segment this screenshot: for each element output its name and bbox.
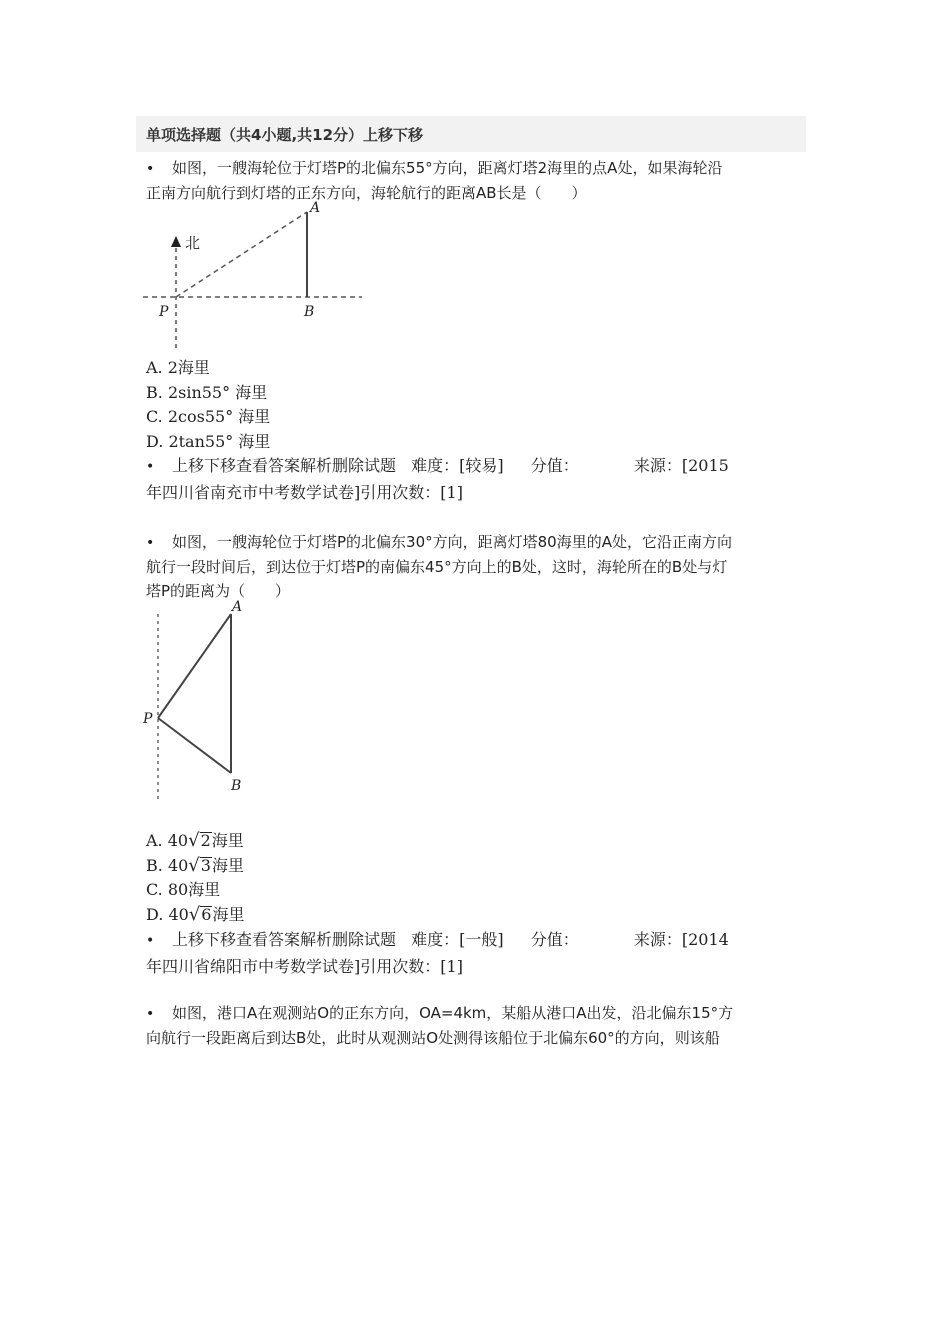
option-a[interactable]: A. 40√2海里 [146, 830, 244, 851]
view-answer-link[interactable]: 查看答案解析 [236, 456, 333, 475]
move-links[interactable]: 上移下移 [172, 930, 237, 949]
sqrt-icon: √ [188, 830, 200, 851]
delete-question-link[interactable]: 删除试题 [332, 930, 397, 949]
bullet: • [146, 161, 155, 177]
difficulty-value: [较易] [459, 456, 504, 475]
stem-line: 如图，一艘海轮位于灯塔P的北偏东30°方向，距离灯塔80海里的A处，它沿正南方向 [172, 533, 732, 551]
source-value: [2014 [681, 930, 729, 949]
difficulty-label: 难度： [411, 930, 460, 949]
stem-line: 如图，一艘海轮位于灯塔P的北偏东55°方向，距离灯塔2海里的点A处，如果海轮沿 [172, 159, 723, 177]
stem-line: 航行一段时间后，到达位于灯塔P的南偏东45°方向上的B处，这时，海轮所在的B处与灯 [146, 558, 728, 576]
move-links[interactable]: 上移下移 [172, 456, 237, 475]
cite-count: [1] [440, 957, 463, 976]
option-d[interactable]: D. 2tan55° 海里 [146, 432, 271, 451]
section-header [136, 116, 806, 152]
segment-PA [158, 614, 231, 718]
label-A: A [232, 599, 243, 615]
score-label: 分值： [530, 930, 579, 949]
stem-line: 正南方向航行到灯塔的正东方向，海轮航行的距离AB长是（ ） [146, 184, 587, 202]
source-label: 来源： [633, 456, 682, 475]
label-P: P [143, 711, 153, 727]
source-value-cont: 年四川省南充市中考数学试卷] [146, 483, 361, 502]
section-title: 单项选择题（共4小题,共12分） [146, 126, 364, 144]
sqrt-icon: √ [188, 855, 200, 876]
question-2-meta [146, 927, 806, 980]
source-value-cont: 年四川省绵阳市中考数学试卷] [146, 957, 361, 976]
label-north: 北 [185, 234, 201, 252]
difficulty-value: [一般] [459, 930, 504, 949]
question-1-meta [146, 453, 806, 506]
delete-question-link[interactable]: 删除试题 [332, 456, 397, 475]
bullet: • [146, 459, 155, 475]
question-1-diagram [140, 198, 365, 353]
label-B: B [231, 778, 242, 794]
cite-count: [1] [440, 483, 463, 502]
section-move-links[interactable]: 上移下移 [363, 126, 424, 144]
option-c[interactable]: C. 80海里 [146, 880, 221, 899]
source-label: 来源： [633, 930, 682, 949]
option-d[interactable]: D. 40√6海里 [146, 904, 245, 925]
north-arrow-icon [171, 236, 181, 247]
option-b[interactable]: B. 2sin55° 海里 [146, 383, 268, 402]
bullet: • [146, 933, 155, 949]
stem-line: 塔P的距离为（ ） [146, 582, 291, 600]
cite-label: 引用次数： [360, 957, 441, 976]
question-2-diagram [140, 598, 260, 806]
bullet: • [146, 535, 155, 551]
view-answer-link[interactable]: 查看答案解析 [236, 930, 333, 949]
cite-label: 引用次数： [360, 483, 441, 502]
label-A: A [310, 200, 321, 216]
sqrt-icon: √ [188, 904, 201, 925]
score-label: 分值： [530, 456, 579, 475]
stem-line: 向航行一段距离后到达B处，此时从观测站O处测得该船位于北偏东60°的方向，则该船 [146, 1029, 720, 1047]
option-b[interactable]: B. 40√3海里 [146, 855, 244, 876]
question-3-stem [146, 1001, 808, 1050]
difficulty-label: 难度： [411, 456, 460, 475]
stem-line: 如图，港口A在观测站O的正东方向，OA=4km，某船从港口A出发，沿北偏东15°方 [172, 1004, 734, 1022]
label-B: B [304, 304, 315, 320]
source-value: [2015 [681, 456, 729, 475]
option-c[interactable]: C. 2cos55° 海里 [146, 407, 271, 426]
question-2-stem [146, 530, 808, 603]
label-P: P [159, 304, 169, 320]
option-a[interactable]: A. 2海里 [146, 358, 210, 377]
segment-PA [176, 212, 307, 297]
segment-PB [158, 718, 231, 773]
bullet: • [146, 1006, 155, 1022]
